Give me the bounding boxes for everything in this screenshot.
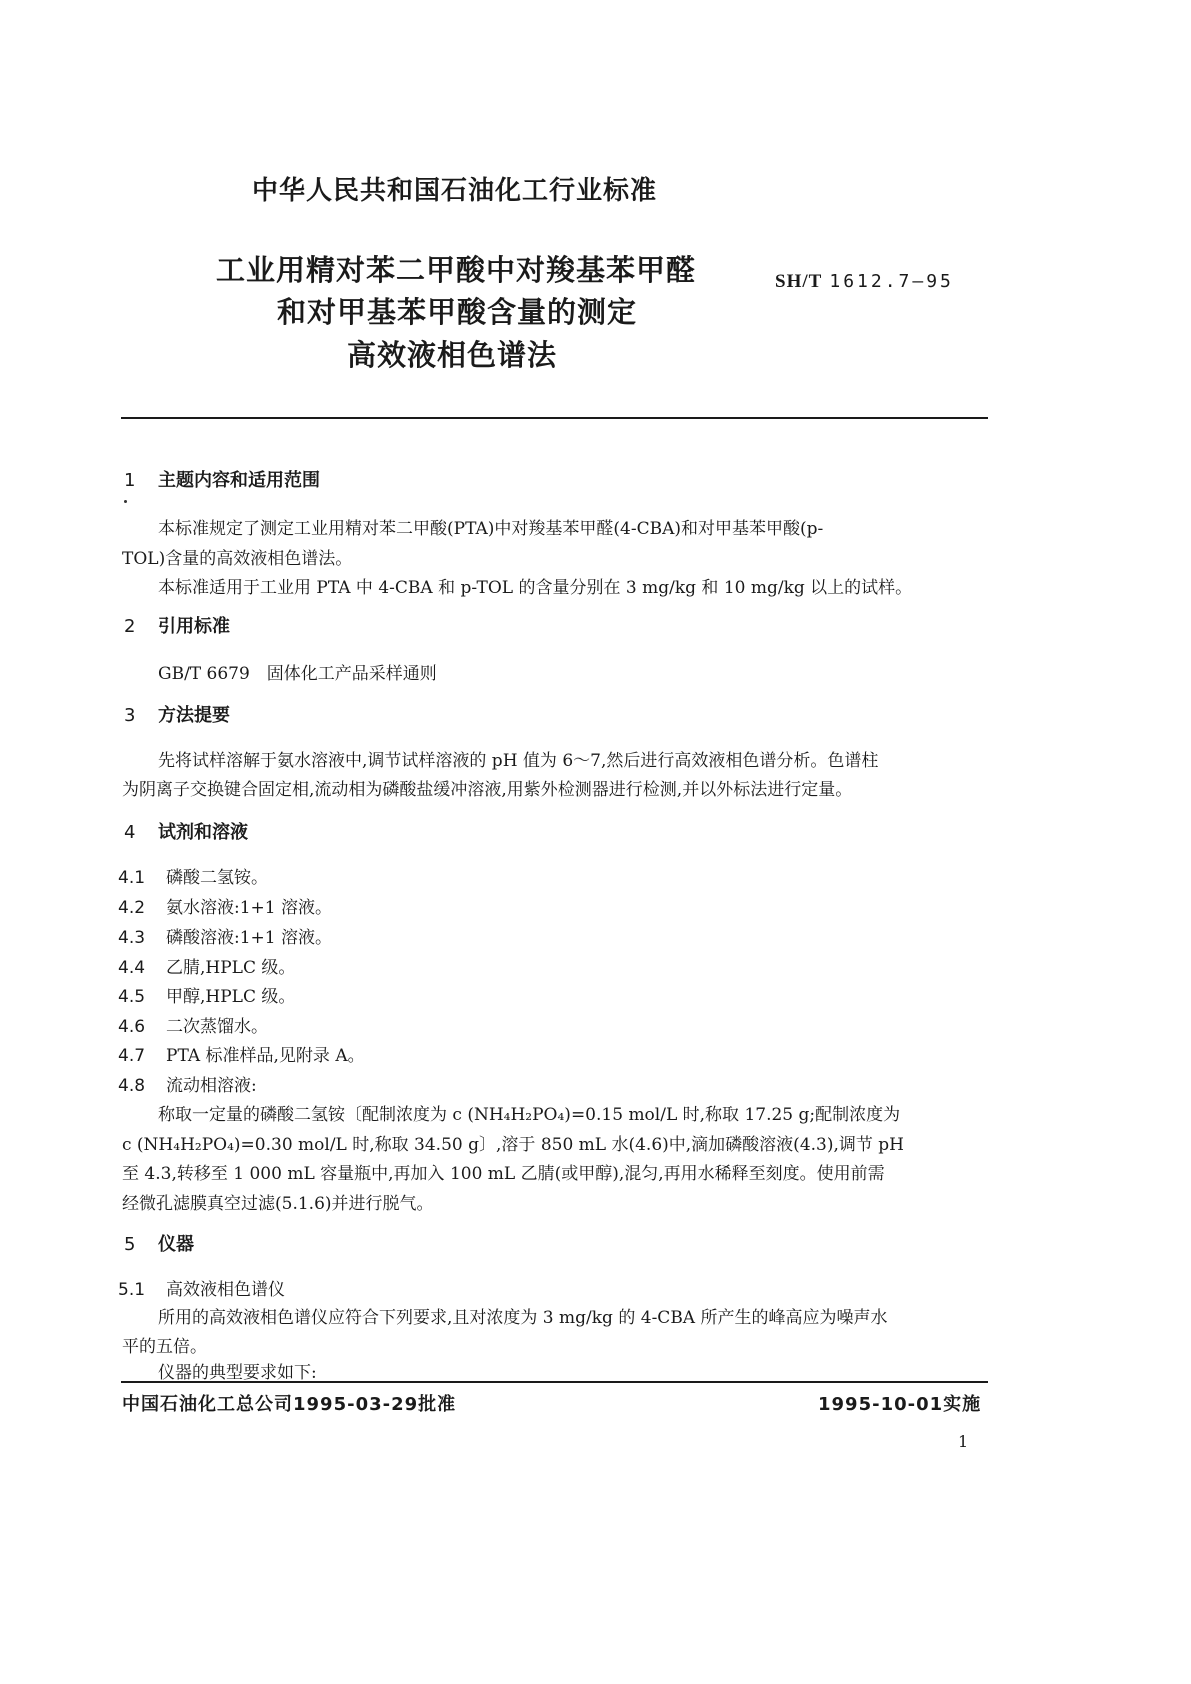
s5-para1-line1: 所用的高效液相色谱仪应符合下列要求,且对浓度为 3 mg/kg 的 4-CBA 所产生的峰高应为噪声水 [158,1308,888,1328]
s4-item-4-7: 4.7 PTA 标准样品,见附录 A。 [118,1046,365,1066]
section-title: 仪器 [158,1234,194,1255]
s4-item-4-2: 4.2 氨水溶液:1+1 溶液。 [118,898,333,918]
s4-item-4-8: 4.8 流动相溶液: [118,1076,257,1096]
section-2-heading [124,612,230,638]
section-title: 方法提要 [158,705,230,726]
issuing-authority: 中华人民共和国石油化工行业标准 [252,176,658,206]
s4-8-para-line2: c (NH₄H₂PO₄)=0.30 mol/L 时,称取 34.50 g〕,溶于 850 mL 水(4.6)中,滴加磷酸溶液(4.3),调节 pH [122,1135,904,1155]
s4-item-4-4: 4.4 乙腈,HPLC 级。 [118,958,296,978]
s3-para-line1: 先将试样溶解于氨水溶液中,调节试样溶液的 pH 值为 6～7,然后进行高效液相色谱分析。色谱柱 [158,751,879,771]
s3-para-line2: 为阴离子交换键合固定相,流动相为磷酸盐缓冲溶液,用紫外检测器进行检测,并以外标法进行定量。 [122,780,853,800]
s5-para1-line2: 平的五倍。 [122,1337,207,1357]
approval-line: 中国石油化工总公司1995-03-29批准 [122,1394,457,1415]
s1-para2: 本标准适用于工业用 PTA 中 4-CBA 和 p-TOL 的含量分别在 3 mg/kg 和 10 mg/kg 以上的试样。 [158,578,913,598]
s4-item-4-3: 4.3 磷酸溶液:1+1 溶液。 [118,928,333,948]
section-title: 主题内容和适用范围 [158,470,320,491]
standard-code [775,270,954,293]
s5-para2: 仪器的典型要求如下: [158,1363,317,1383]
standard-number: 1612.7—95 [829,271,954,292]
effective-date: 1995-10-01实施 [818,1394,982,1415]
s2-reference: GB/T 6679 固体化工产品采样通则 [158,664,437,684]
section-number: 5 [124,1234,136,1255]
section-1-heading [124,466,320,492]
title-line-1: 工业用精对苯二甲酸中对羧基苯甲醛 [216,253,697,287]
title-line-3: 高效液相色谱法 [347,338,558,372]
s4-item-4-5: 4.5 甲醇,HPLC 级。 [118,987,296,1007]
section-number: 3 [124,705,136,726]
s4-item-4-1: 4.1 磷酸二氢铵。 [118,868,268,888]
header-divider [121,417,988,419]
section-4-heading [124,818,248,844]
section-number: 2 [124,616,136,637]
section-title: 引用标准 [158,616,230,637]
footer-divider [121,1381,988,1383]
section-3-heading [124,701,230,727]
scan-mark [124,500,127,503]
section-number: 4 [124,822,136,843]
standard-prefix: SH/T [775,271,823,292]
s5-1-heading: 5.1 高效液相色谱仪 [118,1280,285,1300]
s4-8-para-line1: 称取一定量的磷酸二氢铵〔配制浓度为 c (NH₄H₂PO₄)=0.15 mol/L 时,称取 17.25 g;配制浓度为 [158,1105,901,1125]
section-title: 试剂和溶液 [158,822,248,843]
title-line-2: 和对甲基苯甲酸含量的测定 [277,295,638,329]
s4-8-para-line4: 经微孔滤膜真空过滤(5.1.6)并进行脱气。 [122,1194,434,1214]
page-number: 1 [958,1432,969,1451]
s4-8-para-line3: 至 4.3,转移至 1 000 mL 容量瓶中,再加入 100 mL 乙腈(或甲醇),混匀,再用水稀释至刻度。使用前需 [122,1164,885,1184]
section-5-heading [124,1230,194,1256]
s4-item-4-6: 4.6 二次蒸馏水。 [118,1017,268,1037]
s1-para1-line1: 本标准规定了测定工业用精对苯二甲酸(PTA)中对羧基苯甲醛(4-CBA)和对甲基苯甲酸(p- [158,519,824,539]
section-number: 1 [124,470,136,491]
s1-para1-line2: TOL)含量的高效液相色谱法。 [122,549,353,569]
